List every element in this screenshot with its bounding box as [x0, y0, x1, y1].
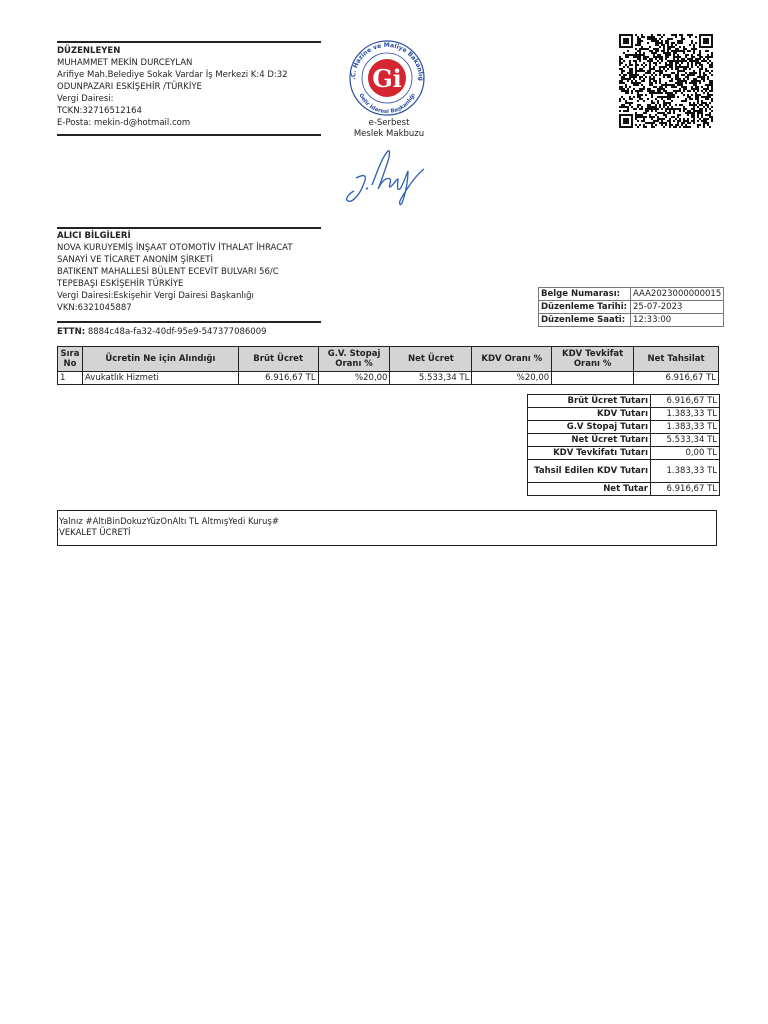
total-label: G.V Stopaj Tutarı	[528, 421, 651, 434]
gib-seal-icon	[345, 37, 429, 117]
issuer-address-1: Arifiye Mah.Belediye Sokak Vardar İş Merkezi K:4 D:32	[57, 70, 288, 80]
recipient-block	[57, 230, 321, 314]
cell-description: Avukatlık Hizmeti	[82, 372, 238, 385]
issuer-email: E-Posta: mekin-d@hotmail.com	[57, 118, 191, 128]
issuer-bottom-rule	[57, 134, 321, 136]
seal-arc-top: .C. Hazine ve Maliye Bakanlığ	[349, 41, 425, 81]
meta-row	[539, 314, 724, 327]
totals-table	[527, 394, 720, 496]
ettn-label: ETTN:	[57, 327, 86, 337]
qr-code-icon	[619, 34, 713, 128]
totals-row	[528, 434, 720, 447]
total-value: 6.916,67 TL	[651, 395, 720, 408]
meta-row	[539, 301, 724, 314]
recipient-address-2: TEPEBAŞI ESKİŞEHİR TÜRKİYE	[57, 279, 184, 289]
issuer-name: MUHAMMET MEKİN DURCEYLAN	[57, 58, 193, 68]
meta-value: 12:33:00	[631, 314, 724, 327]
meta-label: Belge Numarası:	[539, 288, 631, 301]
signature-icon	[342, 145, 430, 210]
meta-value: 25-07-2023	[631, 301, 724, 314]
col-header-vat-rate: KDV Oranı %	[472, 347, 552, 372]
items-table	[57, 346, 719, 385]
issuer-tckn: TCKN:32716512164	[57, 106, 142, 116]
recipient-top-rule	[57, 227, 321, 229]
issuer-address-2: ODUNPAZARI ESKİŞEHİR /TÜRKİYE	[57, 82, 202, 92]
ettn	[57, 326, 267, 338]
total-label: Net Ücret Tutarı	[528, 434, 651, 447]
total-value: 1.383,33 TL	[651, 408, 720, 421]
cell-vat-rate: %20,00	[472, 372, 552, 385]
totals-row	[528, 395, 720, 408]
cell-gross: 6.916,67 TL	[238, 372, 318, 385]
col-header-vat-withholding-rate: KDV Tevkifat Oranı %	[552, 347, 634, 372]
document-meta-table	[538, 287, 724, 327]
items-header-row	[58, 347, 719, 372]
col-header-sira: Sıra No	[58, 347, 83, 372]
note-description: VEKALET ÜCRETİ	[59, 528, 131, 538]
totals-row	[528, 483, 720, 496]
totals-row	[528, 421, 720, 434]
issuer-top-rule	[57, 41, 321, 43]
total-label: Tahsil Edilen KDV Tutarı	[528, 460, 651, 483]
cell-withholding-rate: %20,00	[318, 372, 390, 385]
total-label: Net Tutar	[528, 483, 651, 496]
seal-arc-bottom: Gelir İdaresi Başkanlığı	[357, 92, 417, 116]
total-value: 6.916,67 TL	[651, 483, 720, 496]
amount-in-words: Yalnız #AltıBinDokuzYüzOnAltı TL AltmışYedi Kuruş#	[59, 517, 279, 527]
table-row	[58, 372, 719, 385]
cell-net-collection: 6.916,67 TL	[634, 372, 719, 385]
total-value: 0,00 TL	[651, 447, 720, 460]
meta-label: Düzenleme Tarihi:	[539, 301, 631, 314]
recipient-vkn: VKN:6321045887	[57, 303, 132, 313]
total-value: 1.383,33 TL	[651, 421, 720, 434]
issuer-tax-office: Vergi Dairesi:	[57, 94, 114, 104]
cell-sira: 1	[58, 372, 83, 385]
document-type	[330, 118, 448, 140]
seal-letter: Gi	[372, 64, 402, 93]
recipient-address-1: BATIKENT MAHALLESİ BÜLENT ECEVİT BULVARI 56/C	[57, 267, 279, 277]
meta-value: AAA2023000000015	[631, 288, 724, 301]
cell-net: 5.533,34 TL	[390, 372, 472, 385]
note-box	[57, 510, 717, 546]
col-header-net-collection: Net Tahsilat	[634, 347, 719, 372]
document-type-line-1: e-Serbest	[368, 118, 410, 128]
issuer-heading: DÜZENLEYEN	[57, 46, 121, 56]
total-value: 5.533,34 TL	[651, 434, 720, 447]
document-type-line-2: Meslek Makbuzu	[353, 129, 425, 139]
totals-row	[528, 460, 720, 483]
cell-vat-withholding-rate	[552, 372, 634, 385]
meta-row	[539, 288, 724, 301]
col-header-withholding-rate: G.V. Stopaj Oranı %	[318, 347, 390, 372]
recipient-bottom-rule	[57, 321, 321, 323]
totals-row	[528, 408, 720, 421]
totals-row	[528, 447, 720, 460]
col-header-net: Net Ücret	[390, 347, 472, 372]
recipient-heading: ALICI BİLGİLERİ	[57, 231, 131, 241]
ettn-value: 8884c48a-fa32-40df-95e9-547377086009	[87, 327, 267, 337]
meta-label: Düzenleme Saati:	[539, 314, 631, 327]
col-header-description: Ücretin Ne için Alındığı	[82, 347, 238, 372]
col-header-gross: Brüt Ücret	[238, 347, 318, 372]
issuer-block	[57, 45, 321, 129]
total-label: KDV Tevkifatı Tutarı	[528, 447, 651, 460]
total-value: 1.383,33 TL	[651, 460, 720, 483]
recipient-name-2: SANAYİ VE TİCARET ANONİM ŞİRKETİ	[57, 255, 214, 265]
total-label: KDV Tutarı	[528, 408, 651, 421]
recipient-name-1: NOVA KURUYEMİŞ İNŞAAT OTOMOTİV İTHALAT İHRACAT	[57, 243, 293, 253]
recipient-tax-office: Vergi Dairesi:Eskişehir Vergi Dairesi Başkanlığı	[57, 291, 254, 301]
total-label: Brüt Ücret Tutarı	[528, 395, 651, 408]
